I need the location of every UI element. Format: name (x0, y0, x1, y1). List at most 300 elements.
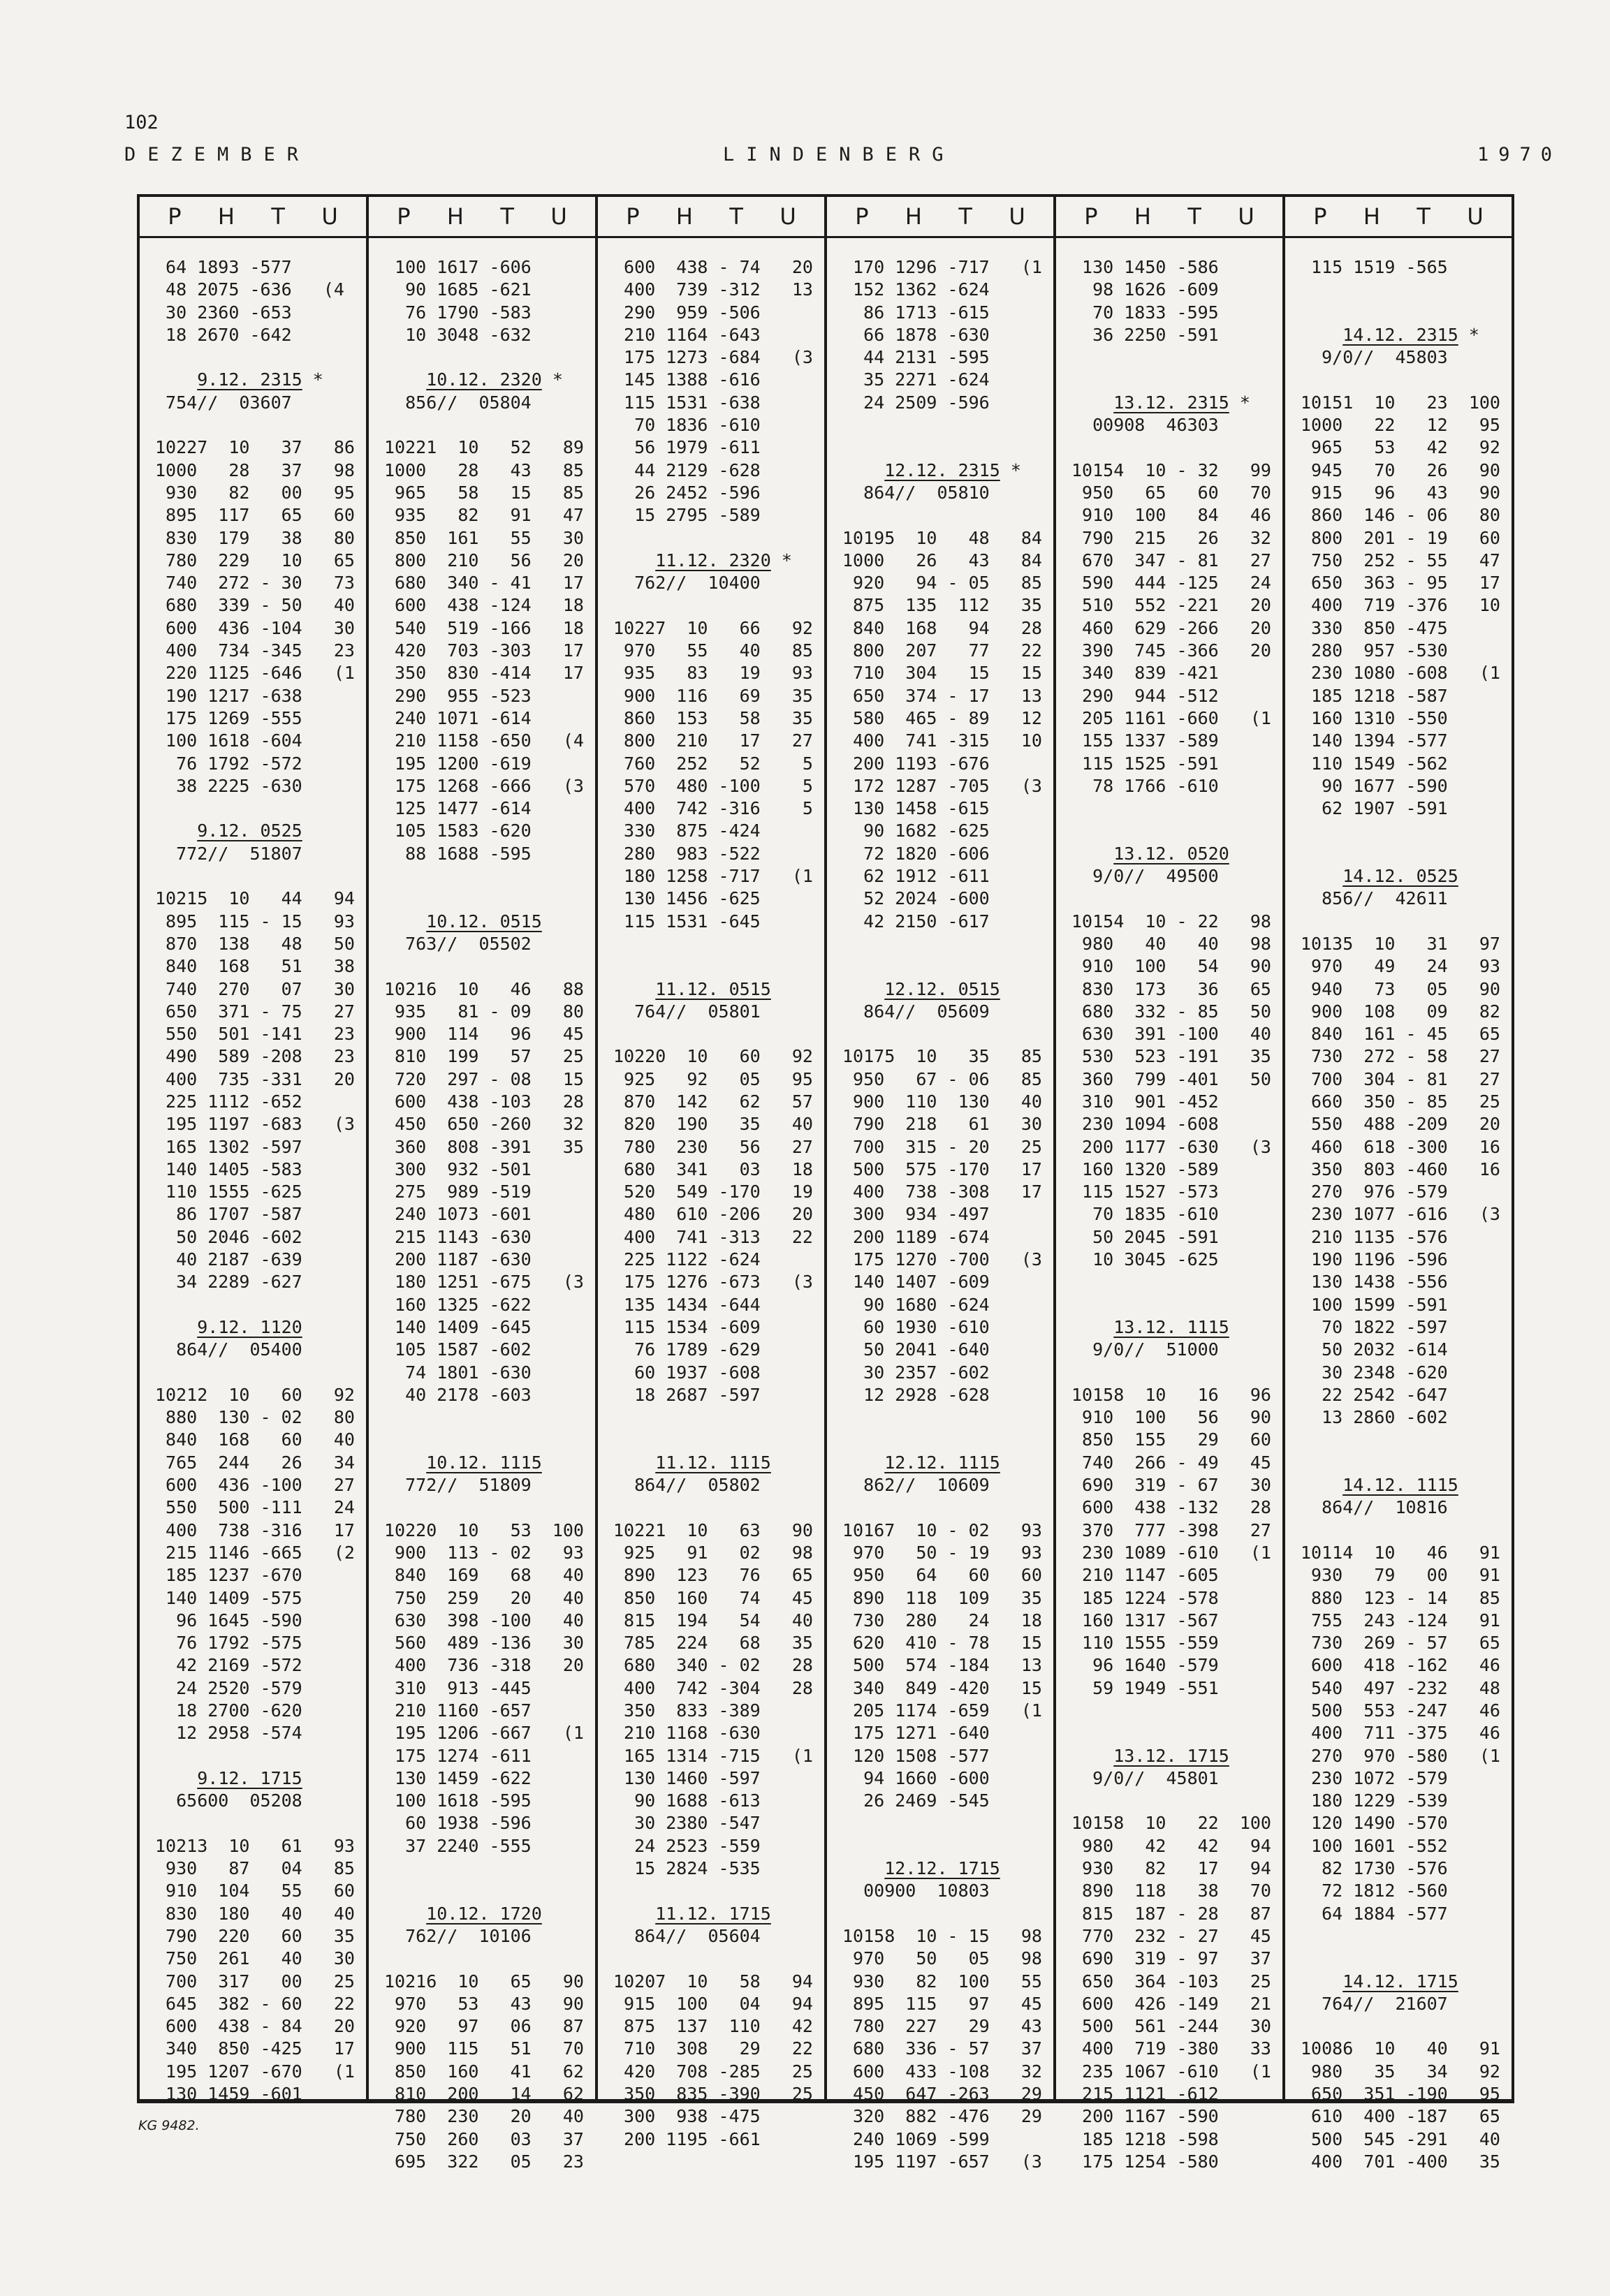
table-row: 60 1930 -610 (842, 1316, 990, 1337)
table-row: 970 50 - 19 93 (842, 1542, 1042, 1563)
table-row: 700 315 - 20 25 (842, 1136, 1042, 1157)
sounding-title: 9.12. 2315 (197, 369, 302, 390)
table-row: 165 1302 -597 (155, 1136, 302, 1157)
table-row: 860 153 58 35 (613, 707, 813, 728)
table-row: 60 1938 -596 (384, 1813, 532, 1834)
table-row: 152 1362 -624 (842, 279, 990, 300)
table-row: 22 2542 -647 (1301, 1384, 1448, 1405)
table-row (842, 955, 1053, 978)
column-body (369, 238, 595, 2173)
table-row: 400 741 -315 10 (842, 730, 1042, 751)
table-row: 864// 05810 (842, 482, 990, 503)
table-row: 10154 10 - 22 98 (1071, 911, 1271, 932)
table-row (613, 594, 824, 617)
table-row: 500 575 -170 17 (842, 1158, 1042, 1179)
station-heading: LINDENBERG (723, 144, 956, 165)
table-row: 600 436 -100 27 (155, 1475, 355, 1496)
column-header-label: U (550, 203, 567, 230)
table-row: 13.12. 2315 * (1113, 392, 1250, 413)
table-row: 270 976 -579 (1301, 1182, 1448, 1202)
table-row: 930 82 00 95 (155, 482, 355, 503)
table-row: 290 955 -523 (384, 685, 532, 706)
table-row: 215 1146 -665 (2 (155, 1542, 355, 1563)
table-row: 540 519 -166 18 (384, 617, 584, 638)
table-row: 220 1125 -646 (1 (155, 663, 355, 684)
table-row: 190 1217 -638 (155, 685, 302, 706)
table-row: 210 1168 -630 (613, 1723, 761, 1744)
table-row (384, 1496, 595, 1519)
table-row: 500 561 -244 30 (1071, 2016, 1271, 2037)
column-body (1056, 238, 1282, 2173)
table-row: 15 2824 -535 (613, 1858, 761, 1879)
table-row: 540 497 -232 48 (1301, 1677, 1500, 1698)
table-row: 105 1583 -620 (384, 820, 532, 841)
table-row: 140 1409 -575 (155, 1587, 302, 1608)
table-row: 10227 10 37 86 (155, 437, 355, 458)
table-row: 110 1555 -559 (1071, 1633, 1219, 1654)
table-row (384, 911, 595, 933)
table-row: 172 1287 -705 (3 (842, 775, 1042, 796)
table-row: 26 2469 -545 (842, 1790, 990, 1811)
table-row: 780 230 56 27 (613, 1136, 813, 1157)
table-row: 900 115 51 70 (384, 2038, 584, 2059)
table-row (613, 978, 824, 1001)
table-row: 10158 10 22 100 (1071, 1813, 1271, 1834)
table-row (384, 1429, 595, 1451)
table-row: 130 1456 -625 (613, 888, 761, 909)
table-row: 30 2357 -602 (842, 1362, 990, 1383)
sounding-title: 11.12. 2320 (655, 550, 771, 571)
column-header-label: T (1417, 203, 1430, 230)
table-row: 920 94 - 05 85 (842, 573, 1042, 594)
table-row: 560 489 -136 30 (384, 1633, 584, 1654)
table-row: 762// 10400 (613, 573, 761, 594)
table-row: 90 1685 -621 (384, 279, 532, 300)
table-row (155, 1316, 366, 1339)
table-row: 730 280 24 18 (842, 1610, 1042, 1631)
table-row (842, 1429, 1053, 1451)
table-row: 100 1617 -606 (384, 257, 532, 277)
table-row: 830 173 36 65 (1071, 978, 1271, 999)
table-row: 965 58 15 85 (384, 482, 584, 503)
page-number: 102 (124, 112, 159, 133)
table-column (595, 197, 824, 2149)
table-row: 105 1587 -602 (384, 1339, 532, 1360)
table-row (155, 797, 366, 820)
table-row (1071, 1294, 1282, 1316)
column-header (598, 197, 824, 238)
table-row (384, 1948, 595, 1970)
table-row: 864// 05609 (842, 1001, 990, 1022)
table-row: 650 374 - 17 13 (842, 685, 1042, 706)
table-row: 90 1677 -590 (1301, 775, 1448, 796)
table-row: 185 1218 -598 (1071, 2128, 1219, 2149)
table-row: 76 1792 -572 (155, 753, 302, 774)
table-row: 840 168 51 38 (155, 956, 355, 977)
table-row: 15 2795 -589 (613, 505, 761, 526)
table-row: 460 629 -266 20 (1071, 617, 1271, 638)
sounding-title: 12.12. 0515 (884, 978, 1000, 999)
table-row (613, 1406, 824, 1429)
column-header-label: T (271, 203, 285, 230)
column-header-label: H (905, 203, 922, 230)
table-row: 200 1189 -674 (842, 1226, 990, 1247)
table-row: 76 1792 -575 (155, 1633, 302, 1654)
table-row: 935 83 19 93 (613, 663, 813, 684)
sounding-title: 9.12. 1715 (197, 1767, 302, 1788)
table-row: 400 711 -375 46 (1301, 1723, 1500, 1744)
table-row: 340 849 -420 15 (842, 1677, 1042, 1698)
column-header-label: U (321, 203, 338, 230)
table-row: 970 50 05 98 (842, 1948, 1042, 1969)
table-row: 930 82 17 94 (1071, 1858, 1271, 1879)
table-row (1301, 369, 1512, 391)
table-row: 100 1618 -604 (155, 730, 302, 751)
table-row: 690 319 - 97 37 (1071, 1948, 1271, 1969)
table-row: 670 347 - 81 27 (1071, 550, 1271, 571)
table-row: 360 808 -391 35 (384, 1136, 584, 1157)
table-row: 810 199 57 25 (384, 1046, 584, 1067)
column-header-label: U (1238, 203, 1254, 230)
table-row: 400 742 -316 5 (613, 798, 813, 819)
table-row: 400 738 -316 17 (155, 1519, 355, 1540)
sounding-title: 11.12. 0515 (655, 978, 771, 999)
table-row: 650 371 - 75 27 (155, 1001, 355, 1022)
table-row: 175 1276 -673 (3 (613, 1272, 813, 1293)
table-row: 10212 10 60 92 (155, 1384, 355, 1405)
table-row (842, 1903, 1053, 1925)
table-row (842, 436, 1053, 459)
table-row: 350 803 -460 16 (1301, 1158, 1500, 1179)
table-row: 780 227 29 43 (842, 2016, 1042, 2037)
table-row (842, 1452, 1053, 1474)
table-row: 930 82 100 55 (842, 1971, 1042, 1992)
table-row: 710 304 15 15 (842, 663, 1042, 684)
table-row (384, 1452, 595, 1474)
table-row: 300 932 -501 (384, 1158, 532, 1179)
table-row: 72 1820 -606 (842, 843, 990, 864)
table-row: 600 426 -149 21 (1071, 1993, 1271, 2014)
table-row (384, 414, 595, 436)
table-row: 230 1080 -608 (1 (1301, 663, 1500, 684)
table-row: 42 2169 -572 (155, 1655, 302, 1676)
table-row: 890 123 76 65 (613, 1565, 813, 1586)
table-row (1301, 911, 1512, 933)
table-row: 870 138 48 50 (155, 933, 355, 954)
column-header (140, 197, 366, 238)
table-row: 850 155 29 60 (1071, 1429, 1271, 1450)
table-row: 30 2348 -620 (1301, 1362, 1448, 1383)
table-row: 350 833 -389 (613, 1700, 761, 1721)
table-row (613, 1429, 824, 1451)
table-row: 864// 05400 (155, 1339, 302, 1360)
table-row: 450 650 -260 32 (384, 1114, 584, 1135)
table-row: 760 252 52 5 (613, 753, 813, 774)
column-header-label: H (217, 203, 235, 230)
table-row (1301, 1429, 1512, 1451)
table-row: 400 742 -304 28 (613, 1677, 813, 1698)
column-header-label: T (1187, 203, 1201, 230)
table-row: 185 1224 -578 (1071, 1587, 1219, 1608)
table-row: 280 983 -522 (613, 843, 761, 864)
table-row: 940 73 05 90 (1301, 978, 1500, 999)
table-row: 900 110 130 40 (842, 1091, 1042, 1112)
table-row (1301, 843, 1512, 865)
table-row: 360 799 -401 50 (1071, 1068, 1271, 1089)
table-row: 140 1405 -583 (155, 1158, 302, 1179)
table-row: 930 87 04 85 (155, 1858, 355, 1879)
table-row: 864// 05802 (613, 1475, 761, 1496)
column-header-label: H (446, 203, 464, 230)
table-row: 200 1193 -676 (842, 753, 990, 774)
table-row: 895 117 65 60 (155, 505, 355, 526)
table-row: 950 64 60 60 (842, 1565, 1042, 1586)
sounding-title: 13.12. 2315 (1113, 392, 1229, 413)
sounding-title: 14.12. 0525 (1342, 866, 1458, 887)
table-row (842, 1023, 1053, 1045)
table-column (824, 197, 1053, 2172)
table-row: 755 243 -124 91 (1301, 1610, 1500, 1631)
table-row: 225 1112 -652 (155, 1091, 302, 1112)
table-row (1071, 1316, 1282, 1339)
table-row (613, 1948, 824, 1970)
table-row: 10213 10 61 93 (155, 1835, 355, 1856)
table-column (366, 197, 595, 2172)
table-row: 830 179 38 80 (155, 527, 355, 548)
table-row: 840 168 94 28 (842, 617, 1042, 638)
table-row (613, 527, 824, 550)
table-row (1301, 1474, 1512, 1496)
table-row: 945 70 26 90 (1301, 459, 1500, 480)
table-row (1071, 436, 1282, 459)
table-row: 180 1251 -675 (3 (384, 1272, 584, 1293)
table-row: 230 1072 -579 (1301, 1767, 1448, 1788)
table-row: 800 201 - 19 60 (1301, 527, 1500, 548)
table-row (1301, 1925, 1512, 1948)
table-row: 310 901 -452 (1071, 1091, 1219, 1112)
table-row: 570 480 -100 5 (613, 775, 813, 796)
table-row: 320 882 -476 29 (842, 2106, 1042, 2127)
table-row: 764// 05801 (613, 1001, 761, 1022)
table-row: 620 410 - 78 15 (842, 1633, 1042, 1654)
table-row: 950 67 - 06 85 (842, 1068, 1042, 1089)
table-row: 815 194 54 40 (613, 1610, 813, 1631)
table-row: 38 2225 -630 (155, 775, 302, 796)
table-row: 10 3048 -632 (384, 324, 532, 345)
table-row (155, 346, 366, 369)
table-row (1301, 1452, 1512, 1474)
table-row (1301, 1519, 1512, 1542)
table-row: 205 1174 -659 (1 (842, 1700, 1042, 1721)
table-row: 290 944 -512 (1071, 685, 1219, 706)
table-row: 190 1196 -596 (1301, 1249, 1448, 1270)
table-row: 860 146 - 06 80 (1301, 505, 1500, 526)
table-row: 90 1680 -624 (842, 1294, 990, 1315)
table-row: 750 252 - 55 47 (1301, 550, 1500, 571)
table-row (1071, 1362, 1282, 1384)
table-row: 115 1534 -609 (613, 1316, 761, 1337)
table-row: 225 1122 -624 (613, 1249, 761, 1270)
table-row: 10158 10 16 96 (1071, 1384, 1271, 1405)
table-row (384, 888, 595, 910)
table-row: 763// 05502 (384, 933, 532, 954)
column-header-label: P (397, 203, 411, 230)
table-row: 37 2240 -555 (384, 1835, 532, 1856)
table-row: 160 1325 -622 (384, 1294, 532, 1315)
table-row: 140 1409 -645 (384, 1316, 532, 1337)
table-row (384, 346, 595, 369)
sounding-title: 14.12. 1115 (1342, 1475, 1458, 1496)
table-row: 110 1549 -562 (1301, 753, 1448, 774)
table-row: 610 400 -187 65 (1301, 2106, 1500, 2127)
table-row: 935 82 91 47 (384, 505, 584, 526)
table-row: 76 1789 -629 (613, 1339, 761, 1360)
table-row (613, 1903, 824, 1925)
table-row (1071, 797, 1282, 820)
table-row: 210 1147 -605 (1071, 1565, 1219, 1586)
table-row (842, 1812, 1053, 1834)
table-row: 600 418 -162 46 (1301, 1655, 1500, 1676)
footer-note: KG 9482. (138, 2118, 200, 2133)
table-row: 98 1626 -609 (1071, 279, 1219, 300)
table-row: 935 81 - 09 80 (384, 1001, 584, 1022)
sounding-title: 10.12. 2320 (426, 369, 542, 390)
table-row: 10175 10 35 85 (842, 1046, 1042, 1067)
table-row: 130 1450 -586 (1071, 257, 1219, 277)
table-row: 740 270 07 30 (155, 978, 355, 999)
column-header-label: T (958, 203, 972, 230)
table-row (1071, 1722, 1282, 1744)
year-heading: 1970 (1477, 144, 1563, 165)
table-row: 205 1161 -660 (1 (1071, 707, 1271, 728)
table-row: 10221 10 52 89 (384, 437, 584, 458)
table-column (1282, 197, 1512, 2172)
table-row: 18 2687 -597 (613, 1384, 761, 1405)
table-row: 600 436 -104 30 (155, 617, 355, 638)
table-row: 40 2178 -603 (384, 1384, 532, 1405)
column-header-label: P (626, 203, 640, 230)
table-row: 400 719 -376 10 (1301, 595, 1500, 616)
table-row: 50 2041 -640 (842, 1339, 990, 1360)
table-row: 170 1296 -717 (1 (842, 257, 1042, 277)
table-row: 36 2250 -591 (1071, 324, 1219, 345)
table-row (842, 1496, 1053, 1519)
table-row: 90 1682 -625 (842, 820, 990, 841)
table-row: 35 2271 -624 (842, 369, 990, 390)
table-row: 650 363 - 95 17 (1301, 573, 1500, 594)
table-row: 980 40 40 98 (1071, 933, 1271, 954)
table-row: 10114 10 46 91 (1301, 1542, 1500, 1563)
table-row: 710 308 29 22 (613, 2038, 813, 2059)
table-row: 600 438 -124 18 (384, 595, 584, 616)
table-row: 875 137 110 42 (613, 2016, 813, 2037)
table-row: 850 160 74 45 (613, 1587, 813, 1608)
column-header (827, 197, 1053, 238)
table-row: 195 1197 -683 (3 (155, 1114, 355, 1135)
table-row (1301, 820, 1512, 842)
table-row (613, 1452, 824, 1474)
table-row: 9/0// 45801 (1071, 1767, 1219, 1788)
table-row: 140 1407 -609 (842, 1272, 990, 1293)
table-row: 754// 03607 (155, 392, 292, 413)
table-row: 790 215 26 32 (1071, 527, 1271, 548)
table-row (155, 1294, 366, 1316)
table-row (1071, 888, 1282, 910)
table-row: 70 1835 -610 (1071, 1204, 1219, 1225)
column-body (1285, 238, 1512, 2173)
month-heading: DEZEMBER (124, 144, 311, 165)
table-row: 590 444 -125 24 (1071, 573, 1271, 594)
table-row: 140 1394 -577 (1301, 730, 1448, 751)
table-row: 580 465 - 89 12 (842, 707, 1042, 728)
table-row: 12 2958 -574 (155, 1723, 302, 1744)
column-body (598, 238, 824, 2151)
table-row: 1000 22 12 95 (1301, 415, 1500, 436)
table-row (613, 1023, 824, 1045)
table-row: 195 1200 -619 (384, 753, 532, 774)
table-row: 600 438 -132 28 (1071, 1497, 1271, 1518)
table-row: 94 1660 -600 (842, 1767, 990, 1788)
table-row: 185 1218 -587 (1301, 685, 1448, 706)
table-row: 350 835 -390 25 (613, 2084, 813, 2105)
table-row (1071, 369, 1282, 391)
sounding-title: 12.12. 1115 (884, 1452, 1000, 1473)
table-row: 200 1195 -661 (613, 2128, 761, 2149)
table-row: 600 438 -103 28 (384, 1091, 584, 1112)
table-row: 630 398 -100 40 (384, 1610, 584, 1631)
table-row (1071, 1271, 1282, 1293)
table-row: 86 1707 -587 (155, 1204, 302, 1225)
table-row: 550 488 -209 20 (1301, 1114, 1500, 1135)
table-row: 72 1812 -560 (1301, 1881, 1448, 1901)
table-row: 730 269 - 57 65 (1301, 1633, 1500, 1654)
table-row: 240 1071 -614 (384, 707, 532, 728)
table-row: 64 1884 -577 (1301, 1903, 1448, 1924)
table-row: 864// 10816 (1301, 1497, 1448, 1518)
table-row: 10154 10 - 32 99 (1071, 459, 1271, 480)
sounding-title: 12.12. 2315 (884, 459, 1000, 480)
table-row: 700 317 00 25 (155, 1971, 355, 1992)
table-row: 24 2523 -559 (613, 1835, 761, 1856)
table-row: 840 168 60 40 (155, 1429, 355, 1450)
table-row: 840 161 - 45 65 (1301, 1024, 1500, 1045)
table-row: 240 1069 -599 (842, 2128, 990, 2149)
table-row: 910 100 56 90 (1071, 1407, 1271, 1428)
table-row: 200 1187 -630 (384, 1249, 532, 1270)
table-row: 200 1177 -630 (3 (1071, 1136, 1271, 1157)
table-row (842, 504, 1053, 527)
table-row: 210 1135 -576 (1301, 1226, 1448, 1247)
table-row: 70 1836 -610 (613, 415, 761, 436)
table-row: 10221 10 63 90 (613, 1519, 813, 1540)
table-row: 130 1459 -601 (155, 2084, 302, 2105)
table-row: 96 1640 -579 (1071, 1655, 1219, 1676)
table-row: 12.12. 2315 * (884, 459, 1021, 480)
table-row: 175 1269 -555 (155, 707, 302, 728)
column-header-label: T (729, 203, 743, 230)
table-row: 270 970 -580 (1 (1301, 1745, 1500, 1766)
table-row: 500 545 -291 40 (1301, 2128, 1500, 2149)
sounding-title: 10.12. 1720 (426, 1903, 542, 1924)
table-row: 230 1089 -610 (1 (1071, 1542, 1271, 1563)
table-row: 195 1197 -657 (3 (842, 2151, 1042, 2172)
table-row: 18 2700 -620 (155, 1700, 302, 1721)
table-row: 14.12. 2315 * (1342, 324, 1479, 345)
table-row: 880 123 - 14 85 (1301, 1587, 1500, 1608)
table-row: 145 1388 -616 (613, 369, 761, 390)
table-row: 48 2075 -636 (4 (155, 279, 344, 300)
table-row (1301, 865, 1512, 888)
